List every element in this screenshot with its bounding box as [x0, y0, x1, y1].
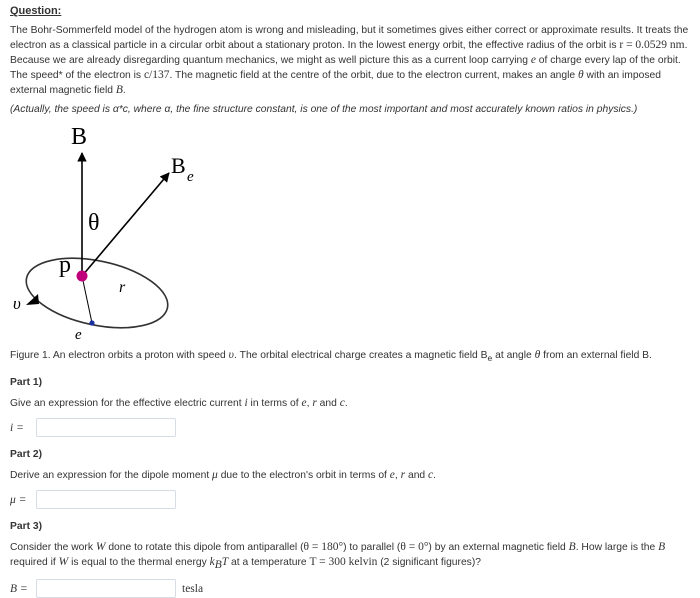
part-1-text: Give an expression for the effective electric current i in terms of e, r and c. — [10, 397, 348, 410]
radius-value: r = 0.0529 nm — [619, 39, 685, 51]
label-proton: p — [59, 252, 71, 278]
orbit-figure — [11, 123, 197, 345]
question-intro: The Bohr-Sommerfeld model of the hydrogen atom is wrong and misleading, but it sometimes gives either correct or approximate results. It treats the electron as a classical particle in a circular orbit about a stationary proton. In the lowest energy orbit, the effective radius of the orbit is r = 0.0529 nm. Because we are already disregarding quantum mechanics, we might as well picture this as a current loop carrying e of charge every lap of the orbit. The speed* of the electron is c/137. The magnetic field at the centre of the orbit, due to the electron current, makes an angle θ with an imposed external magnetic field B. — [10, 25, 689, 96]
label-orbital-field-subscript: e — [187, 169, 194, 185]
speed-value: c/137 — [143, 69, 170, 81]
part-3-title: Part 3) — [10, 521, 43, 533]
question-heading: Question: — [10, 5, 62, 17]
label-electron: e — [75, 327, 82, 343]
part-3-text: Consider the work W done to rotate this dipole from antiparallel (θ = 180°) to parallel (θ = 0°) by an external magnetic field B. How large is the B required if W is equal to the thermal energy $k_BT$ at a temperature T = 300 kelvin (2 significant figures)? — [10, 541, 666, 572]
figure-caption: Figure 1. An electron orbits a proton with speed υ. The orbital electrical charge creates a magnetic field $B_e$ at angle θ from an external field B. — [10, 349, 652, 364]
part-3-answer-row — [10, 579, 690, 598]
label-velocity: υ — [13, 294, 21, 313]
label-external-field: B — [71, 124, 88, 150]
part-3-answer-label: B = — [10, 582, 28, 595]
part-2-title: Part 2) — [10, 449, 43, 461]
field-strength-answer-input[interactable] — [36, 579, 176, 598]
electron-dot — [89, 320, 94, 325]
label-orbital-field: B — [171, 153, 186, 178]
part-2-text: Derive an expression for the dipole moment μ due to the electron's orbit in terms of e, r and c. — [10, 469, 436, 482]
unit-label: tesla — [182, 582, 204, 595]
part-2-answer-row — [10, 490, 690, 509]
orbit-ellipse — [20, 247, 174, 340]
part-1-answer-label: i = — [10, 421, 24, 434]
part-2-answer-label: μ = — [10, 493, 27, 506]
radius-line — [82, 276, 92, 323]
label-theta: θ — [88, 210, 100, 236]
part-1-title: Part 1) — [10, 377, 43, 389]
fine-structure-note: (Actually, the speed is α*c, where α, the fine structure constant, is one of the most important and most accurately known ratios in physics.) — [10, 104, 638, 115]
label-radius: r — [119, 279, 126, 296]
part-1-answer-row — [10, 418, 690, 437]
proton-dot — [77, 271, 88, 282]
current-answer-input[interactable] — [36, 418, 176, 437]
dipole-moment-answer-input[interactable] — [36, 490, 176, 509]
